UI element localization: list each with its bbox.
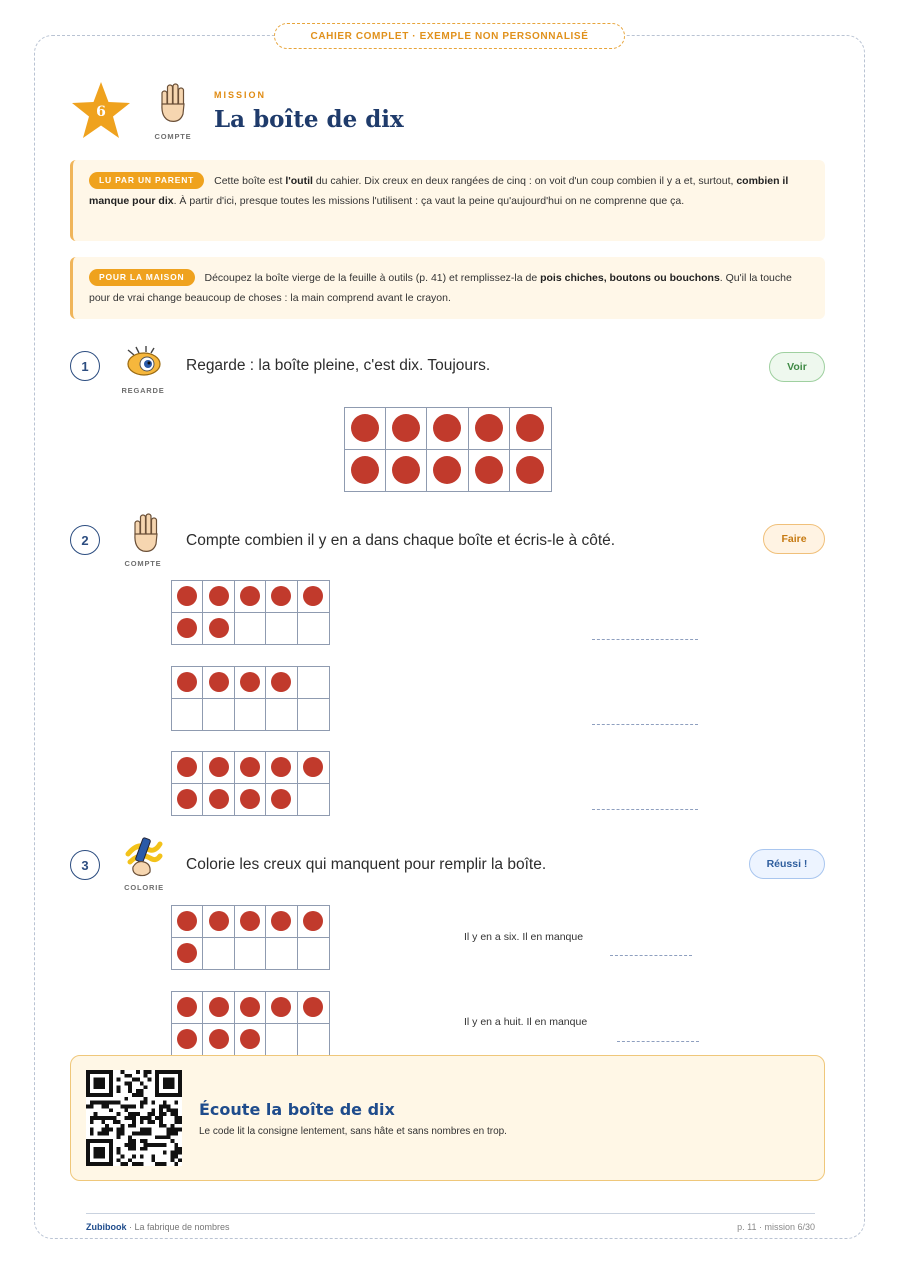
empty-cell[interactable] [266,699,297,731]
header-tag: CAHIER COMPLET · EXEMPLE NON PERSONNALISÉ [274,23,625,49]
qr-title: Écoute la boîte de dix [199,1100,395,1119]
filled-cell [266,906,297,938]
note-bold: pois chiches, boutons ou bouchons [540,272,720,284]
counter-dot [303,911,323,931]
audio-qr-panel [70,1055,825,1181]
filled-cell [172,581,203,613]
filled-cell [235,581,266,613]
counter-dot [177,943,197,963]
counter-dot [209,1029,229,1049]
complete-sentence: Il y en a huit. Il en manque [464,1016,588,1028]
counter-dot [209,911,229,931]
filled-cell [172,667,203,699]
counter-dot [303,586,323,606]
filled-cell [469,450,510,492]
footer-page: p. 11 · mission 6/30 [737,1222,815,1232]
filled-cell [203,613,234,645]
empty-cell[interactable] [298,938,329,970]
complete-ten-frame[interactable] [171,905,330,970]
filled-cell [469,408,510,450]
counter-dot [475,456,503,484]
note-bold: l'outil [285,175,313,187]
filled-cell [235,667,266,699]
counter-dot [516,456,544,484]
counter-dot [177,586,197,606]
count-ten-frame [171,751,330,816]
step-1-number: 1 [70,351,100,381]
filled-cell [427,450,468,492]
counter-dot [240,911,260,931]
counter-dot [351,456,379,484]
counter-dot [177,757,197,777]
counter-dot [433,414,461,442]
counter-dot [177,997,197,1017]
filled-cell [172,613,203,645]
filled-cell [266,992,297,1024]
complete-ten-frame[interactable] [171,991,330,1056]
filled-cell [203,581,234,613]
filled-cell [266,581,297,613]
counter-dot [177,789,197,809]
empty-cell[interactable] [266,938,297,970]
counter-dot [303,757,323,777]
filled-cell [172,784,203,816]
count-ten-frame [171,580,330,645]
filled-cell [427,408,468,450]
filled-cell [172,992,203,1024]
counter-dot [240,1029,260,1049]
filled-cell [386,408,427,450]
reussi-button[interactable]: Réussi ! [749,849,825,879]
counter-dot [271,757,291,777]
qr-subtitle: Le code lit la consigne lentement, sans hâte et sans nombres en trop. [199,1126,507,1137]
counter-dot [209,997,229,1017]
step-2-instruction: Compte combien il y en a dans chaque boîte et écris-le à côté. [186,532,616,549]
step-3-instruction: Colorie les creux qui manquent pour remplir la boîte. [186,856,547,873]
counter-dot [209,586,229,606]
empty-cell[interactable] [266,613,297,645]
counter-dot [433,456,461,484]
filled-cell [345,450,386,492]
note-text: Découpez la boîte vierge de la feuille à outils (p. 41) et remplissez-la de [204,272,541,284]
filled-cell [298,992,329,1024]
counter-dot [177,1029,197,1049]
note-text: . Qu'il la touche pour de vrai change beaucoup de choses : la main comprend avant le crayon. [89,272,792,304]
counter-dot [209,757,229,777]
complete-sentence: Il y en a six. Il en manque [464,931,584,943]
filled-cell [235,752,266,784]
filled-cell [203,784,234,816]
filled-cell [203,752,234,784]
empty-cell[interactable] [298,667,329,699]
count-ten-frame [171,666,330,731]
filled-cell [298,906,329,938]
step-3-icon-label: COLORIE [124,883,164,892]
counter-dot [271,789,291,809]
empty-cell[interactable] [203,938,234,970]
counter-dot [177,911,197,931]
counter-dot [351,414,379,442]
step-1-instruction: Regarde : la boîte pleine, c'est dix. Toujours. [186,357,491,374]
filled-cell [510,450,551,492]
empty-cell[interactable] [298,699,329,731]
filled-cell [203,992,234,1024]
filled-cell [203,667,234,699]
counter-dot [392,414,420,442]
counter-dot [240,586,260,606]
filled-cell [172,906,203,938]
parent-note-pill: LU PAR UN PARENT [89,172,204,189]
empty-cell[interactable] [235,699,266,731]
counter-dot [177,672,197,692]
filled-cell [235,1024,266,1056]
filled-cell [203,1024,234,1056]
filled-cell [172,938,203,970]
note-text: du cahier. Dix creux en deux rangées de cinq : on voit d'un coup combien il y a et, surtout, [312,175,737,187]
counter-dot [209,618,229,638]
filled-cell [298,752,329,784]
counter-dot [392,456,420,484]
eye-icon [122,344,166,378]
filled-cell [266,667,297,699]
empty-cell[interactable] [298,613,329,645]
filled-cell [386,450,427,492]
footer-left [86,1222,230,1232]
mission-kicker: MISSION [214,90,267,100]
counter-dot [271,911,291,931]
filled-cell [235,784,266,816]
answer-line[interactable] [592,809,698,810]
filled-cell [172,1024,203,1056]
empty-cell[interactable] [235,938,266,970]
filled-cell [345,408,386,450]
filled-cell [235,992,266,1024]
crayon-icon [124,834,164,878]
answer-line[interactable] [610,955,692,956]
empty-cell[interactable] [235,613,266,645]
note-text: Cette boîte est [214,175,286,187]
filled-cell [203,906,234,938]
empty-cell[interactable] [266,1024,297,1056]
footer-book: · La fabrique de nombres [126,1222,230,1232]
counter-dot [240,757,260,777]
filled-cell [510,408,551,450]
counter-dot [475,414,503,442]
note-text: . À partir d'ici, presque toutes les missions l'utilisent : ça vaut la peine qu'aujourd'hui on ne comprenne que ça. [173,195,685,207]
empty-cell[interactable] [298,1024,329,1056]
counter-dot [271,997,291,1017]
filled-cell [235,906,266,938]
counter-dot [240,672,260,692]
filled-cell [266,752,297,784]
counting-hand-icon [129,512,163,554]
step-3-number: 3 [70,850,100,880]
counter-dot [240,789,260,809]
counter-dot [303,997,323,1017]
counting-hand-icon [156,82,190,124]
counter-dot [516,414,544,442]
counter-dot [209,789,229,809]
qr-code-icon[interactable] [86,1070,182,1166]
filled-cell [298,581,329,613]
empty-cell[interactable] [203,699,234,731]
counter-dot [271,586,291,606]
counter-dot [240,997,260,1017]
filled-cell [172,752,203,784]
home-note [70,257,825,319]
step-1-icon-label: REGARDE [121,386,165,395]
filled-cell [266,784,297,816]
note-bold: combien il manque pour dix [89,175,789,207]
counter-dot [209,672,229,692]
mission-number: 6 [96,104,106,120]
answer-line[interactable] [617,1041,699,1042]
step-2-number: 2 [70,525,100,555]
faire-button[interactable]: Faire [763,524,825,554]
home-note-pill: POUR LA MAISON [89,269,195,286]
voir-button[interactable]: Voir [769,352,825,382]
empty-cell[interactable] [172,699,203,731]
answer-line[interactable] [592,639,698,640]
footer-divider [86,1213,815,1214]
parent-note [70,160,825,241]
footer-brand: Zubibook [86,1222,127,1232]
counter-dot [271,672,291,692]
mission-title: La boîte de dix [214,106,404,133]
counter-dot [177,618,197,638]
example-ten-frame [344,407,552,492]
mission-icon-label: COMPTE [154,132,192,141]
step-2-icon-label: COMPTE [124,559,162,568]
empty-cell[interactable] [298,784,329,816]
answer-line[interactable] [592,724,698,725]
